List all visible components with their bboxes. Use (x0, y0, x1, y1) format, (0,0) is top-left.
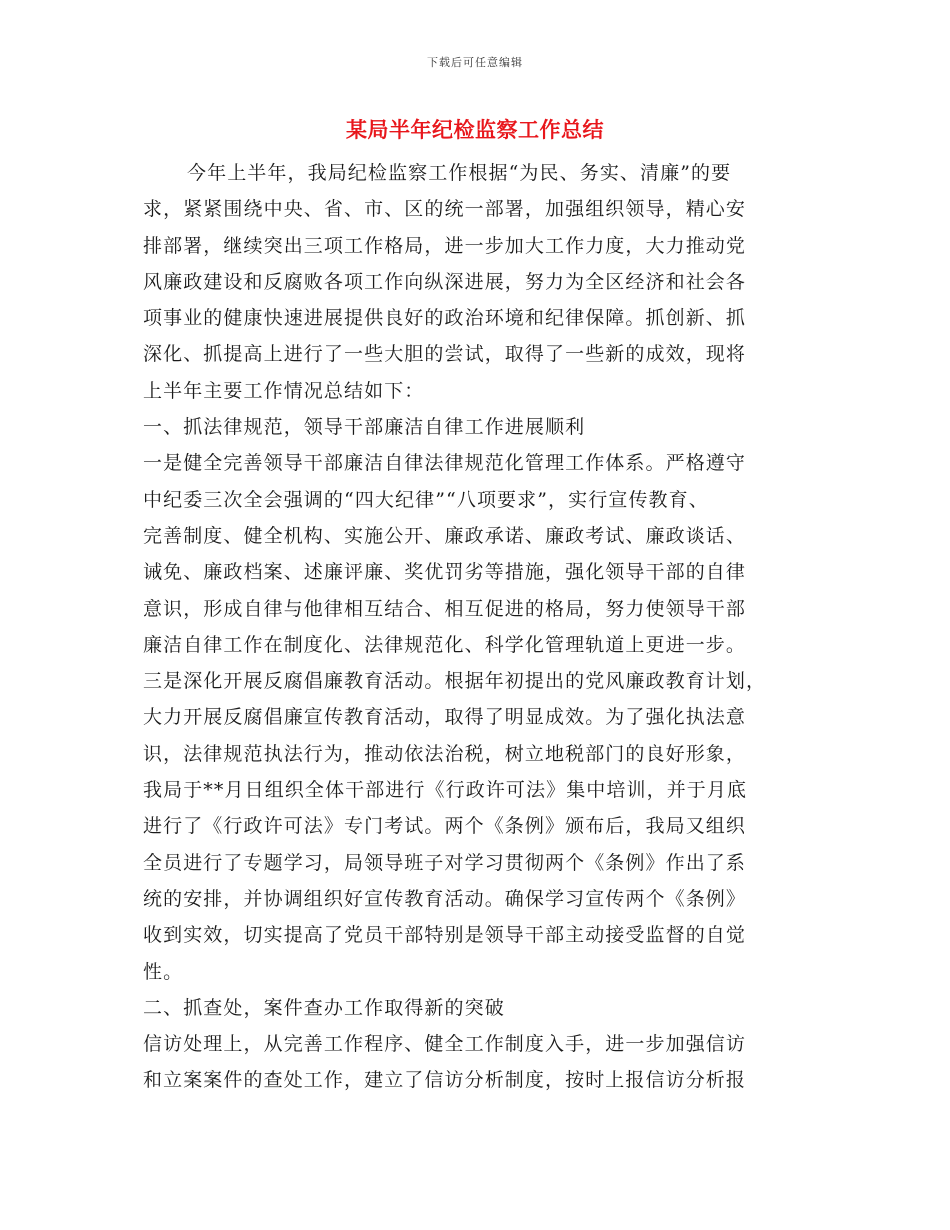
paragraph-line: 排部署，继续突出三项工作格局，进一步加大工作力度，大力推动党 (143, 234, 747, 257)
paragraph-line: 上半年主要工作情况总结如下： (143, 379, 425, 402)
paragraph-line: 项事业的健康快速进展提供良好的政治环境和纪律保障。抓创新、抓 (143, 307, 747, 330)
paragraph-line: 今年上半年，我局纪检监察工作根据“为民、务实、清廉”的要 (187, 162, 732, 184)
paragraph-line: 和立案案件的查处工作，建立了信访分析制度，按时上报信访分析报 (143, 1069, 747, 1092)
paragraph-line: 收到实效，切实提高了党员干部特别是领导干部主动接受监督的自觉 (143, 924, 747, 947)
document-title: 某局半年纪检监察工作总结 (346, 118, 604, 142)
paragraph-line: 性。 (143, 960, 184, 983)
paragraph-line: 一是健全完善领导干部廉洁自律法律规范化管理工作体系。严格遵守 (143, 452, 747, 475)
paragraph-line: 识，法律规范执法行为，推动依法治税，树立地税部门的良好形象， (143, 742, 747, 765)
paragraph-line: 三是深化开展反腐倡廉教育活动。根据年初提出的党风廉政教育计划， (143, 670, 767, 693)
header-note: 下载后可任意编辑 (427, 56, 523, 69)
paragraph-line: 我局于**月日组织全体干部进行《行政许可法》集中培训，并于月底 (143, 779, 748, 802)
section-heading: 一、抓法律规范，领导干部廉洁自律工作进展顺利 (143, 416, 586, 439)
paragraph-line: 完善制度、健全机构、实施公开、廉政承诺、廉政考试、廉政谈话、 (143, 524, 747, 547)
paragraph-line: 中纪委三次全会强调的“四大纪律”“八项要求”，实行宣传教育、 (143, 488, 709, 511)
paragraph-line: 风廉政建设和反腐败各项工作向纵深进展，努力为全区经济和社会各 (143, 270, 747, 293)
section-heading: 二、抓查处，案件查办工作取得新的突破 (143, 996, 505, 1019)
paragraph-line: 信访处理上，从完善工作程序、健全工作制度入手，进一步加强信访 (143, 1033, 747, 1056)
paragraph-line: 廉洁自律工作在制度化、法律规范化、科学化管理轨道上更进一步。 (143, 633, 747, 656)
paragraph-line: 意识，形成自律与他律相互结合、相互促进的格局，努力使领导干部 (143, 597, 747, 620)
paragraph-line: 统的安排，并协调组织好宣传教育活动。确保学习宣传两个《条例》 (143, 887, 747, 910)
paragraph-line: 深化、抓提高上进行了一些大胆的尝试，取得了一些新的成效，现将 (143, 343, 747, 366)
document-body (143, 155, 803, 1099)
paragraph-line: 求，紧紧围绕中央、省、市、区的统一部署，加强组织领导，精心安 (143, 198, 747, 221)
paragraph-line: 全员进行了专题学习，局领导班子对学习贯彻两个《条例》作出了系 (143, 851, 747, 874)
paragraph-line: 进行了《行政许可法》专门考试。两个《条例》颁布后，我局又组织 (143, 815, 747, 838)
paragraph-line: 大力开展反腐倡廉宣传教育活动，取得了明显成效。为了强化执法意 (143, 706, 747, 729)
paragraph-line: 诫免、廉政档案、述廉评廉、奖优罚劣等措施，强化领导干部的自律 (143, 561, 747, 584)
